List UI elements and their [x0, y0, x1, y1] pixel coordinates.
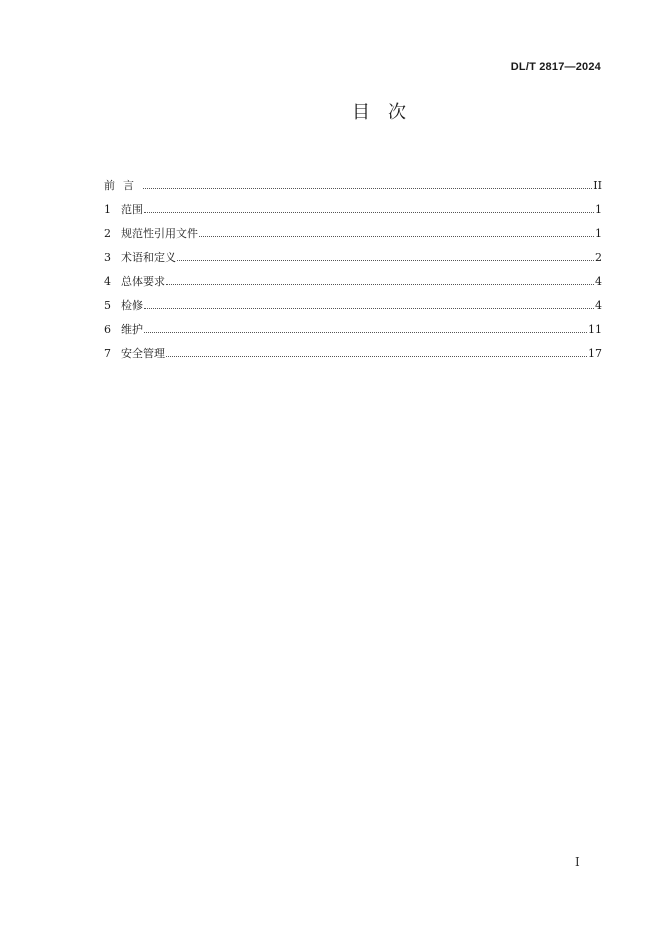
toc-entry-page: 11: [588, 323, 602, 336]
toc-entry-1[interactable]: [104, 202, 602, 226]
toc-entry-text: 维护: [121, 323, 143, 336]
toc-entry-text: 总体要求: [121, 275, 165, 288]
toc-entry-number: 5: [104, 299, 111, 312]
toc-entry-text: 术语和定义: [121, 251, 176, 264]
toc-entry-2[interactable]: [104, 226, 602, 250]
toc-entry-foreword[interactable]: [104, 178, 602, 202]
toc-entry-page: 2: [595, 251, 602, 264]
toc-entry-page: 1: [595, 203, 602, 216]
toc-entry-page: 4: [595, 275, 602, 288]
table-of-contents: [104, 178, 602, 370]
toc-leader-dots: [144, 331, 587, 333]
toc-title: 目次: [352, 102, 424, 123]
toc-entry-3[interactable]: [104, 250, 602, 274]
toc-entry-7[interactable]: [104, 346, 602, 370]
toc-entry-number: 7: [104, 347, 111, 360]
toc-entry-number: 1: [104, 203, 111, 216]
toc-entry-number: 6: [104, 323, 111, 336]
toc-entry-4[interactable]: [104, 274, 602, 298]
toc-entry-text: 前言: [104, 179, 142, 192]
toc-leader-dots: [166, 283, 594, 285]
toc-entry-number: 2: [104, 227, 111, 240]
toc-entry-text: 安全管理: [121, 347, 165, 360]
toc-leader-dots: [144, 307, 594, 309]
toc-leader-dots: [144, 211, 594, 213]
toc-entry-page: 17: [588, 347, 602, 360]
toc-leader-dots: [166, 355, 587, 357]
toc-entry-text: 检修: [121, 299, 143, 312]
toc-entry-text: 规范性引用文件: [121, 227, 198, 240]
toc-entry-page: 1: [595, 227, 602, 240]
toc-entry-page: II: [593, 179, 602, 192]
toc-entry-6[interactable]: [104, 322, 602, 346]
toc-entry-number: 4: [104, 275, 111, 288]
toc-leader-dots: [143, 187, 592, 189]
toc-entry-text: 范围: [121, 203, 143, 216]
page-number: I: [575, 855, 580, 869]
standard-code: DL/T 2817—2024: [510, 61, 601, 73]
toc-entry-5[interactable]: [104, 298, 602, 322]
toc-leader-dots: [177, 259, 594, 261]
toc-entry-page: 4: [595, 299, 602, 312]
toc-entry-number: 3: [104, 251, 111, 264]
toc-leader-dots: [199, 235, 594, 237]
